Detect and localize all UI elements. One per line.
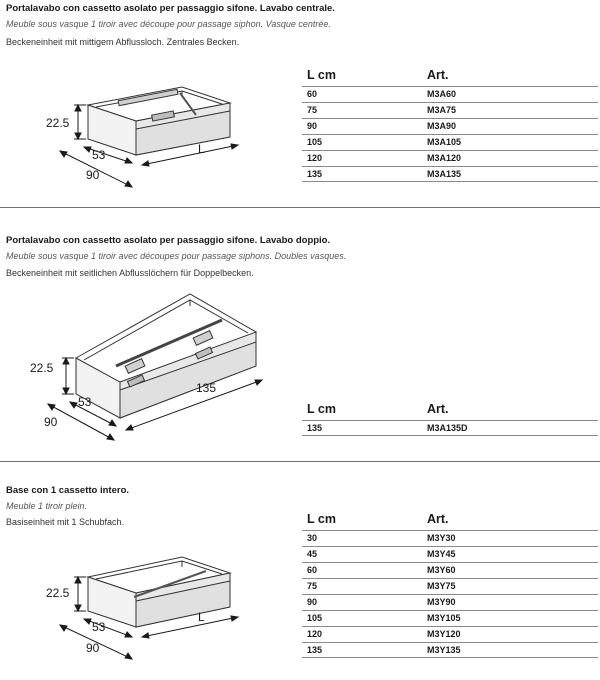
section-description-de: Beckeneinheit mit seitlichen Abflusslöchern für Doppelbecken. <box>6 268 254 278</box>
cell-article: M3Y75 <box>427 581 456 591</box>
cell-article: M3Y135 <box>427 645 461 655</box>
header-length: L cm <box>307 402 336 416</box>
section-title: Base con 1 cassetto intero. <box>6 485 130 496</box>
table-row <box>302 102 598 118</box>
table-row <box>302 578 598 594</box>
cell-article: M3Y45 <box>427 549 456 559</box>
cell-length: 105 <box>307 613 323 623</box>
dim-width-label: 90 <box>44 415 58 429</box>
table-row <box>302 86 598 102</box>
article-table-double <box>302 398 598 436</box>
header-article: Art. <box>427 512 449 526</box>
section-title: Portalavabo con cassetto asolato per passaggio sifone. Lavabo doppio. <box>6 235 331 246</box>
table-row <box>302 546 598 562</box>
dim-height-label: 22.5 <box>46 586 70 600</box>
cell-article: M3A135 <box>427 169 462 179</box>
section-description-de: Basiseinheit mit 1 Schubfach. <box>6 517 125 527</box>
section-subtitle-fr: Meuble sous vasque 1 tiroir avec découpes pour passage siphons. Doubles vasques. <box>6 251 347 261</box>
cabinet-drawing-double <box>0 286 280 466</box>
article-table-full-drawer <box>302 508 598 658</box>
table-header <box>302 64 598 86</box>
table-row <box>302 642 598 658</box>
cell-article: M3A120 <box>427 153 462 163</box>
dim-depth-label: 53 <box>92 148 106 162</box>
dim-length-label: L <box>198 142 205 156</box>
table-row <box>302 594 598 610</box>
table-row <box>302 166 598 182</box>
table-row <box>302 134 598 150</box>
cell-article: M3Y120 <box>427 629 461 639</box>
cell-length: 90 <box>307 121 318 131</box>
section-divider <box>0 461 600 462</box>
table-row <box>302 150 598 166</box>
product-section-full-drawer <box>0 480 600 679</box>
header-length: L cm <box>307 512 336 526</box>
cell-length: 60 <box>307 89 318 99</box>
table-row <box>302 562 598 578</box>
dim-height-label: 22.5 <box>30 361 54 375</box>
table-row <box>302 626 598 642</box>
dim-depth-label: 53 <box>78 395 92 409</box>
cabinet-drawing-full-drawer <box>0 535 260 680</box>
cell-length: 135 <box>307 423 323 433</box>
table-header <box>302 508 598 530</box>
cell-length: 120 <box>307 153 323 163</box>
cell-length: 135 <box>307 169 323 179</box>
cell-length: 105 <box>307 137 323 147</box>
dim-depth-label: 53 <box>92 620 106 634</box>
dim-height-label: 22.5 <box>46 116 70 130</box>
dim-width-label: 90 <box>86 641 100 655</box>
section-subtitle-fr: Meuble sous vasque 1 tiroir avec découpe pour passage siphon. Vasque centrée. <box>6 19 331 29</box>
table-row <box>302 118 598 134</box>
header-article: Art. <box>427 402 449 416</box>
cabinet-drawing-central <box>0 55 260 205</box>
section-description-de: Beckeneinheit mit mittigem Abflussloch. Zentrales Becken. <box>6 37 240 47</box>
cell-article: M3A135D <box>427 423 468 433</box>
cell-length: 135 <box>307 645 323 655</box>
table-row <box>302 420 598 436</box>
dim-width-label: 90 <box>86 168 100 182</box>
section-subtitle-fr: Meuble 1 tiroir plein. <box>6 501 88 511</box>
dim-length-label: 135 <box>196 381 217 395</box>
section-title: Portalavabo con cassetto asolato per passaggio sifone. Lavabo centrale. <box>6 3 335 14</box>
cell-length: 120 <box>307 629 323 639</box>
cell-article: M3Y30 <box>427 533 456 543</box>
section-divider <box>0 207 600 208</box>
cell-length: 90 <box>307 597 318 607</box>
cell-length: 45 <box>307 549 318 559</box>
cell-article: M3A75 <box>427 105 457 115</box>
cell-length: 75 <box>307 105 318 115</box>
table-row <box>302 530 598 546</box>
product-section-central-basin <box>0 0 600 206</box>
cell-article: M3Y105 <box>427 613 461 623</box>
product-section-double-basin <box>0 230 600 458</box>
header-article: Art. <box>427 68 449 82</box>
cell-length: 60 <box>307 565 318 575</box>
cell-article: M3Y60 <box>427 565 456 575</box>
cell-article: M3A105 <box>427 137 462 147</box>
dim-length-label: L <box>198 610 205 624</box>
cell-length: 75 <box>307 581 318 591</box>
table-row <box>302 610 598 626</box>
cell-article: M3Y90 <box>427 597 456 607</box>
article-table-central <box>302 64 598 182</box>
cell-article: M3A60 <box>427 89 457 99</box>
header-length: L cm <box>307 68 336 82</box>
cell-article: M3A90 <box>427 121 457 131</box>
table-header <box>302 398 598 420</box>
cell-length: 30 <box>307 533 318 543</box>
